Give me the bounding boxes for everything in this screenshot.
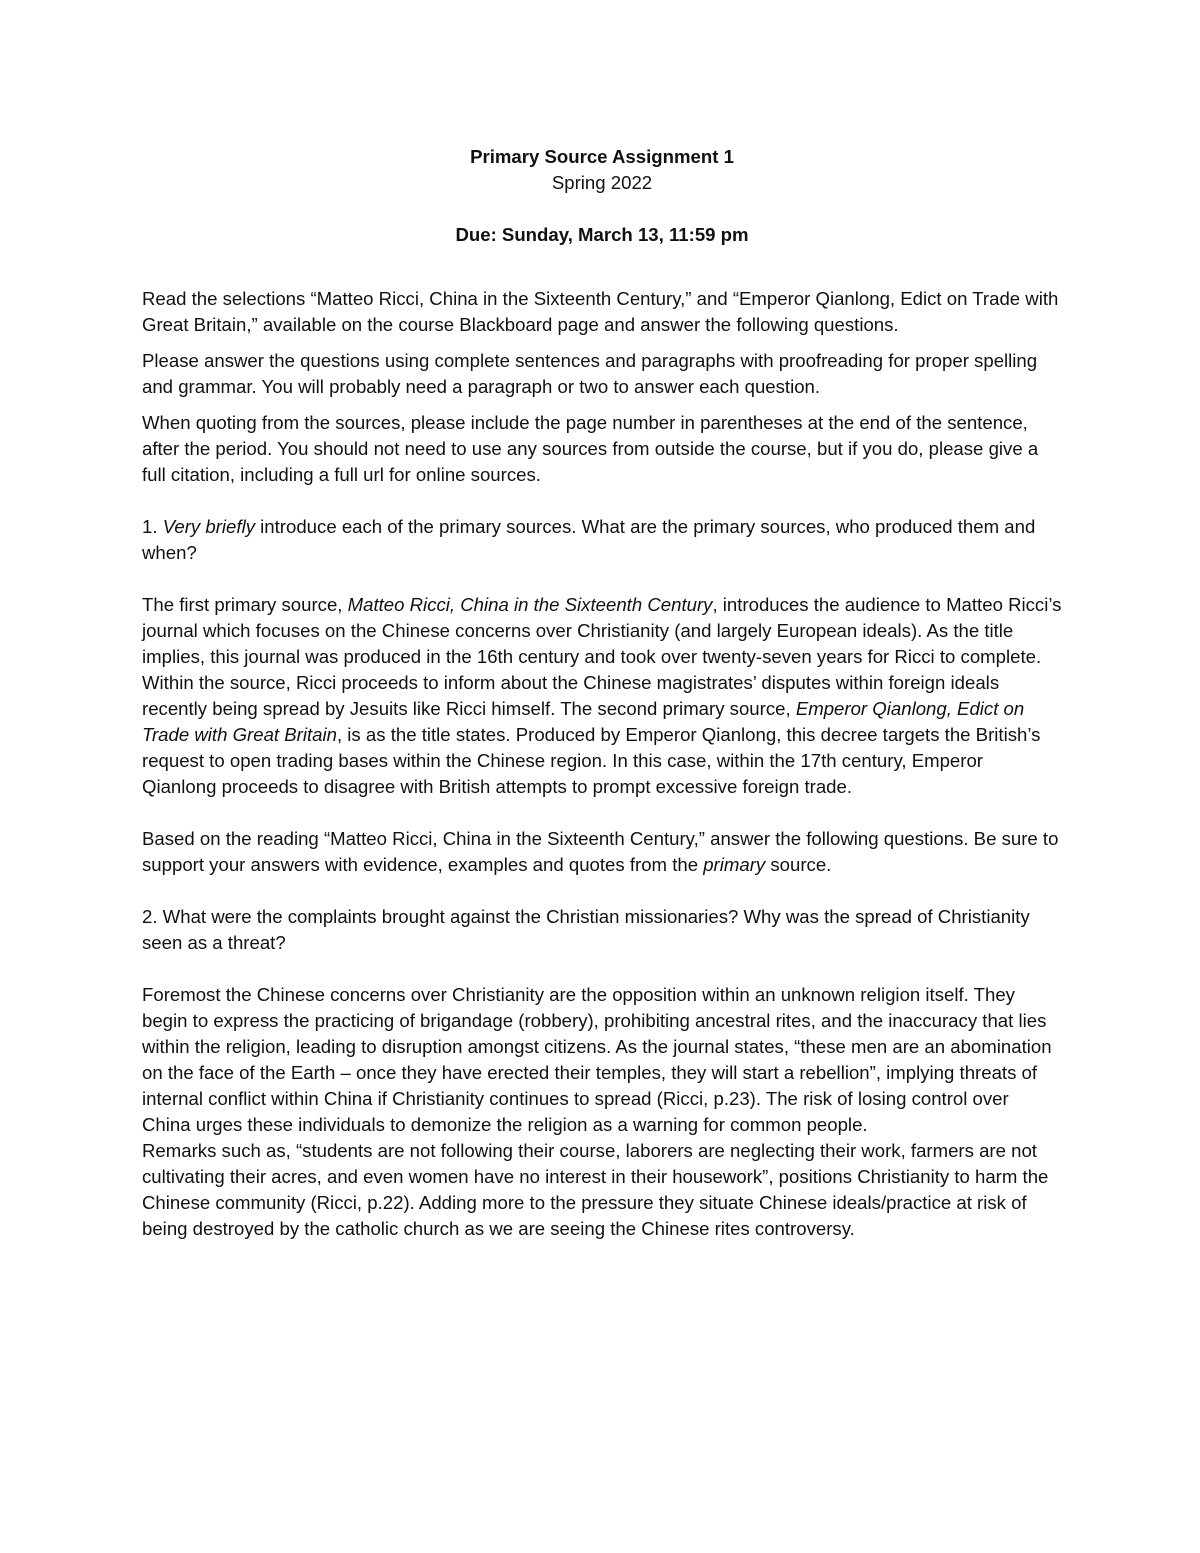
question-2: 2. What were the complaints brought against the Christian missionaries? Why was the spread of Christianity seen as a threat? (142, 906, 1030, 953)
answer-1-part-2: , introduces the audience to Matteo Ricci’s journal which focuses on the Chinese concerns over Christianity (and largely European ideals). As the title implies, this journal was produced in the 16th century and took over twenty-seven years for Ricci to complete. Within the source, Ricci proceeds to inform about the Chinese magistrates’ disputes within foreign ideals recently being spread by Jesuits like Ricci himself. The second primary source, (142, 594, 1062, 719)
instructions-paragraph-2: Please answer the questions using complete sentences and paragraphs with proofreading for proper spelling and grammar. You will probably need a paragraph or two to answer each question. (142, 350, 1038, 397)
answer-1-source-2: Emperor Qianlong, Edict on Trade with Great Britain (142, 698, 1025, 745)
answer-1-part-1: The first primary source, (142, 594, 348, 615)
question-1-text: introduce each of the primary sources. What are the primary sources, who produced them and when? (142, 516, 1036, 563)
section-2-intro-part-1: Based on the reading “Matteo Ricci, China in the Sixteenth Century,” answer the following questions. Be sure to support your answers with evidence, examples and quotes from the (142, 828, 1059, 875)
question-1-emphasis: Very briefly (162, 516, 255, 537)
document-body (142, 144, 1062, 1242)
document-title: Primary Source Assignment 1 (470, 146, 734, 167)
section-2-intro (142, 826, 1062, 878)
answer-1-part-3: , is as the title states. Produced by Emperor Qianlong, this decree targets the British’s request to open trading bases within the Chinese region. In this case, within the 17th century, Emperor Qianlong proceeds to disagree with British attempts to prompt excessive foreign trade. (142, 724, 1041, 797)
question-1-number: 1. (142, 516, 158, 537)
due-date: Due: Sunday, March 13, 11:59 pm (455, 224, 749, 245)
answer-1-source-1: Matteo Ricci, China in the Sixteenth Century (347, 594, 713, 615)
instructions-paragraph-3: When quoting from the sources, please include the page number in parentheses at the end of the sentence, after the period. You should not need to use any sources from outside the course, but if you do, please give a full citation, including a full url for online sources. (142, 412, 1039, 485)
answer-1 (142, 592, 1062, 800)
answer-2-paragraph-1: Foremost the Chinese concerns over Christianity are the opposition within an unknown religion itself. They begin to express the practicing of brigandage (robbery), prohibiting ancestral rites, and the inaccuracy that lies within the religion, leading to disruption amongst citizens. As the journal states, “these men are an abomination on the face of the Earth – once they have erected their temples, they will start a rebellion”, implying threats of internal conflict within China if Christianity continues to spread (Ricci, p.23). The risk of losing control over China urges these individuals to demonize the religion as a warning for common people. (142, 984, 1052, 1135)
document-term: Spring 2022 (551, 172, 653, 193)
section-2-intro-emphasis: primary (703, 854, 766, 875)
answer-2-paragraph-2: Remarks such as, “students are not following their course, laborers are neglecting their work, farmers are not cultivating their acres, and even women have no interest in their housework”, positions Christianity to harm the Chinese community (Ricci, p.22). Adding more to the pressure they situate Chinese ideals/practice at risk of being destroyed by the catholic church as we are seeing the Chinese rites controversy. (142, 1140, 1049, 1239)
section-2-intro-part-2: source. (765, 854, 832, 875)
instructions-paragraph-1: Read the selections “Matteo Ricci, China in the Sixteenth Century,” and “Emperor Qianlong, Edict on Trade with Great Britain,” available on the course Blackboard page and answer the following questions. (142, 288, 1059, 335)
question-1 (142, 514, 1062, 566)
